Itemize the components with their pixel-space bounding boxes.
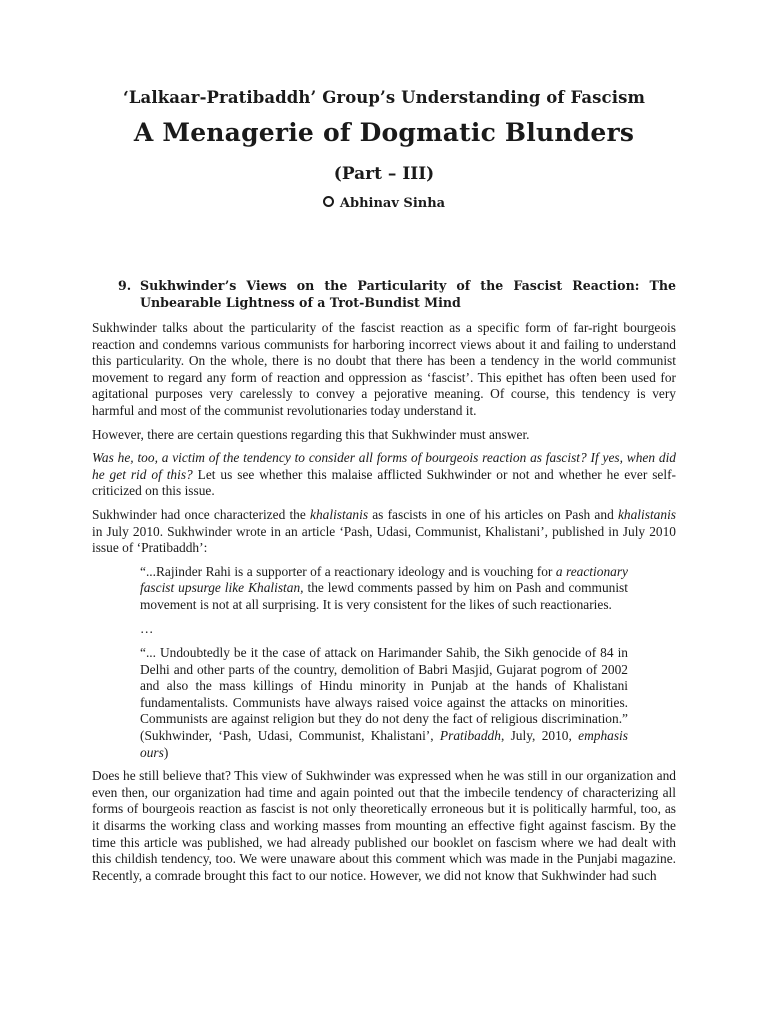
part-label: (Part – III): [333, 164, 435, 184]
paragraph-4-part: in July 2010. Sukhwinder wrote in an article ‘Pash, Udasi, Communist, Khalistani’, published in July 2010 issue of ‘Pratibaddh’:: [92, 523, 676, 556]
paragraph-5: Does he still believe that? This view of Sukhwinder was expressed when he was still in our organization and even then, our organization had time and again pointed out that the imbecile tendency of characterizing all forms of bourgeois reaction as fascist is not only theoretically erroneous but it is politically harmful, too, as it disarms the working class and working masses from mounting an effective fight against fascism. By the time this article was published, we had already published our booklet on fascism where we had dealt with this childish tendency, too. We were unaware about this comment which was made in the Punjabi magazine. Recently, a comrade brought this fact to our notice. However, we did not know that Sukhwinder had such: [92, 768, 676, 883]
paragraph-4: [92, 507, 676, 557]
quote-2-part: “... Undoubtedly be it the case of attack on Harimander Sahib, the Sikh genocide of 84 in Delhi and other parts of the country, demolition of Babri Masjid, Gujarat pogrom of 2002 and also the mass killings of Hindu minority in Punjab at the hands of Khalistani fundamentalists. Communists have always raised voice against the attacks on minorities. Communists are against religion but they do not deny the fact of religious discrimination.” (Sukhwinder, ‘Pash, Udasi, Communist, Khalistani’,: [140, 645, 628, 744]
paragraph-4-italic: khalistanis: [310, 506, 369, 522]
quote-2-part: , July, 2010,: [500, 728, 579, 744]
author-line: [92, 196, 676, 211]
paragraph-1: Sukhwinder talks about the particularity of the fascist reaction as a specific form of far-right bourgeois reaction and condemns various communists for harboring incorrect views about it and failing to understand this particularity. On the whole, there is no doubt that there has been a tendency in the world communist movement to regard any form of reaction and oppression as ‘fascist’. This epithet has often been used for agitational purposes very carelessly to convey a pejorative meaning. Of course, this tendency is very harmful and most of the communist revolutionaries today understand it.: [92, 320, 676, 418]
paragraph-3: [92, 450, 676, 500]
section-number: 9.: [118, 278, 132, 293]
section-heading: [118, 277, 676, 311]
paragraph-4-part: as fascists in one of his articles on Pash and: [368, 506, 618, 522]
quote-2-part: ): [163, 744, 169, 760]
author-bullet-icon: [323, 196, 334, 207]
paragraph-4-italic: khalistanis: [617, 506, 676, 522]
quote-ellipsis: …: [140, 620, 154, 636]
author-name: Abhinav Sinha: [339, 196, 446, 211]
block-quote: [140, 564, 628, 762]
quote-1-part: the lewd comments passed by him on Pash and communist movement is not at all surprising. It is very consistent for the likes of such reactionaries.: [140, 580, 628, 612]
quote-2-emphasis-note: emphasis ours: [140, 728, 628, 760]
article-body: [92, 320, 676, 891]
paragraph-3-question: Was he, too, a victim of the tendency to consider all forms of bourgeois reaction as fascist? If yes, when did he get rid of this?: [92, 450, 676, 482]
quote-1-emphasis: a reactionary fascist upsurge like Khalistan,: [140, 563, 628, 596]
paragraph-2: However, there are certain questions regarding this that Sukhwinder must answer.: [92, 426, 530, 442]
section-heading-text: Sukhwinder’s Views on the Particularity of the Fascist Reaction: The Unbearable Lightness of a Trot-Bundist Mind: [140, 278, 676, 310]
quote-1: [140, 564, 628, 614]
quote-1-part: “...Rajinder Rahi is a supporter of a reactionary ideology and is vouching for: [140, 563, 556, 579]
series-title: ‘Lalkaar-Pratibaddh’ Group’s Understanding of Fascism: [122, 88, 646, 107]
quote-2: [140, 645, 628, 761]
page-title: A Menagerie of Dogmatic Blunders: [133, 118, 635, 147]
quote-2-source: Pratibaddh: [439, 728, 501, 744]
paragraph-3-rest: Let us see whether this malaise afflicted Sukhwinder or not and whether he ever self-criticized on this issue.: [92, 466, 676, 499]
paragraph-4-part: Sukhwinder had once characterized the: [92, 506, 311, 522]
